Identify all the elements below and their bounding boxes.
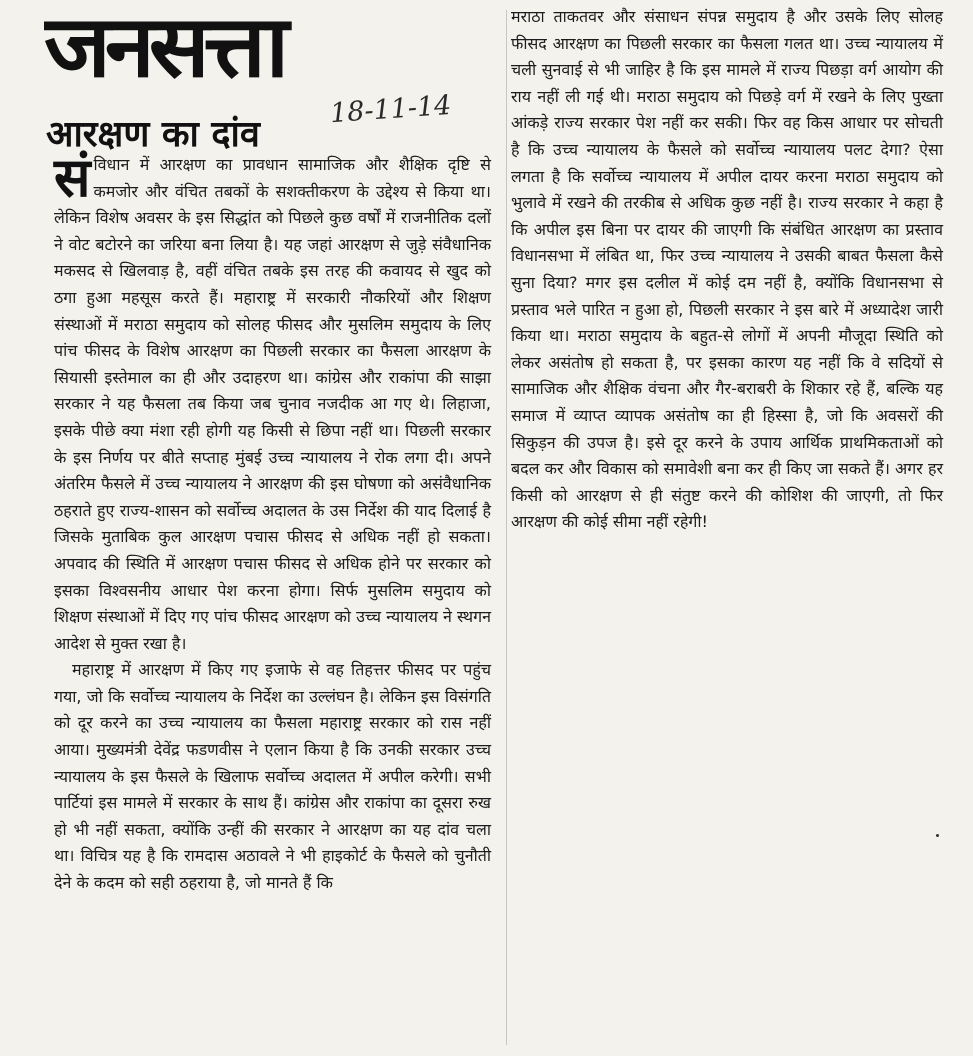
- article-headline: आरक्षण का दांव: [46, 114, 260, 155]
- article-column-right: [511, 4, 943, 536]
- paragraph-3: मराठा ताकतवर और संसाधन संपन्न समुदाय है और उसके लिए सोलह फीसद आरक्षण का पिछली सरकार का फैसला गलत था। उच्च न्यायालय में चली सुनवाई से भी जाहिर है कि इस मामले में राज्य पिछड़ा वर्ग आयोग की राय नहीं ली गई थी। मराठा समुदाय को पिछड़े वर्ग में रखने के लिए पुख्ता आंकड़े राज्य सरकार पेश नहीं कर सकी। फिर वह किस आधार पर सोचती है कि उच्च न्यायालय के फैसले को सर्वोच्च न्यायालय पलट देगा? ऐसा लगता है कि सर्वोच्च न्यायालय में अपील दायर करना मराठा समुदाय को भुलावे में रखने की तरकीब से अधिक कुछ नहीं है। राज्य सरकार ने कहा है कि अपील इस बिना पर दायर की जाएगी कि संबंधित आरक्षण का प्रस्ताव विधानसभा में लंबित था, फिर उच्च न्यायालय ने उसकी बाबत फैसला कैसे सुना दिया? मगर इस दलील में कोई दम नहीं है, क्योंकि विधानसभा से प्रस्ताव भले पारित न हुआ हो, पिछली सरकार ने इस बारे में अध्यादेश जारी किया था। मराठा समुदाय के बहुत-से लोगों में अपनी मौजूदा स्थिति को लेकर असंतोष हो सकता है, पर इसका कारण यह नहीं कि वे सदियों से सामाजिक और शैक्षिक वंचना और गैर-बराबरी के शिकार रहे हैं, बल्कि यह समाज में व्याप्त व्यापक असंतोष का ही हिस्सा है, जो कि अवसरों की सिकुड़न की उपज है। इसे दूर करने के उपाय आर्थिक प्राथमिकताओं को बदल कर और विकास को समावेशी बना कर ही किए जा सकते हैं। अगर हर किसी को आरक्षण से ही संतुष्ट करने की कोशिश की जाएगी, तो फिर आरक्षण की कोई सीमा नहीं रहेगी!: [511, 7, 943, 532]
- drop-cap: सं: [54, 146, 91, 209]
- column-divider: [506, 10, 507, 1045]
- print-speck: [936, 834, 939, 837]
- masthead-logo: जनसत्ता: [44, 2, 284, 97]
- paragraph-1-text: विधान में आरक्षण का प्रावधान सामाजिक और शैक्षिक दृष्टि से कमजोर और वंचित तबकों के सशक्तीकरण के उद्देश्य से किया था। लेकिन विशेष अवसर के इस सिद्धांत को पिछले कुछ वर्षों में राजनीतिक दलों ने वोट बटोरने का जरिया बना लिया है। यह जहां आरक्षण से जुड़े संवैधानिक मकसद से खिलवाड़ है, वहीं वंचित तबके इस तरह की कवायद से खुद को ठगा हुआ महसूस करते हैं। महाराष्ट्र में सरकारी नौकरियों और शिक्षण संस्थाओं में मराठा समुदाय को सोलह फीसद और मुसलिम समुदाय के लिए पांच फीसद के विशेष आरक्षण का पिछली सरकार का फैसला आरक्षण के सियासी इस्तेमाल का ही और उदाहरण था। कांग्रेस और राकांपा की साझा सरकार ने यह फैसला तब किया जब चुनाव नजदीक आ गए थे। लिहाजा, इसके पीछे क्या मंशा रही होगी यह किसी से छिपा नहीं था। पिछली सरकार के इस निर्णय पर बीते सप्ताह मुंबई उच्च न्यायालय ने रोक लगा दी। अपने अंतरिम फैसले में उच्च न्यायालय ने आरक्षण की इस घोषणा को असंवैधानिक ठहराते हुए राज्य-शासन को सर्वोच्च अदालत के उस निर्देश की याद दिलाई है जिसके मुताबिक कुल आरक्षण पचास फीसद से अधिक नहीं हो सकता। अपवाद की स्थिति में आरक्षण पचास फीसद से अधिक होने पर सरकार को इसका विश्वसनीय आधार पेश करना होगा। सिर्फ मुसलिम समुदाय को शिक्षण संस्थाओं में दिए गए पांच फीसद आरक्षण को उच्च न्यायालय ने स्थगन आदेश से मुक्त रखा है।: [54, 155, 491, 653]
- handwritten-date: 18-11-14: [329, 89, 453, 130]
- paragraph-1: [54, 146, 491, 657]
- article-column-left: [54, 146, 491, 897]
- paragraph-2: महाराष्ट्र में आरक्षण में किए गए इजाफे से वह तिहत्तर फीसद पर पहुंच गया, जो कि सर्वोच्च न्यायालय के निर्देश का उल्लंघन है। लेकिन इस विसंगति को दूर करने का उच्च न्यायालय का फैसला महाराष्ट्र सरकार को रास नहीं आया। मुख्यमंत्री देवेंद्र फडणवीस ने एलान किया है कि उनकी सरकार उच्च न्यायालय के इस फैसले के खिलाफ सर्वोच्च अदालत में अपील करेगी। सभी पार्टियां इस मामले में सरकार के साथ हैं। कांग्रेस और राकांपा का दूसरा रुख हो भी नहीं सकता, क्योंकि उन्हीं की सरकार ने आरक्षण का यह दांव चला था। विचित्र यह है कि रामदास अठावले ने भी हाइकोर्ट के फैसले को चुनौती देने के कदम को सही ठहराया है, जो मानते हैं कि: [54, 660, 491, 893]
